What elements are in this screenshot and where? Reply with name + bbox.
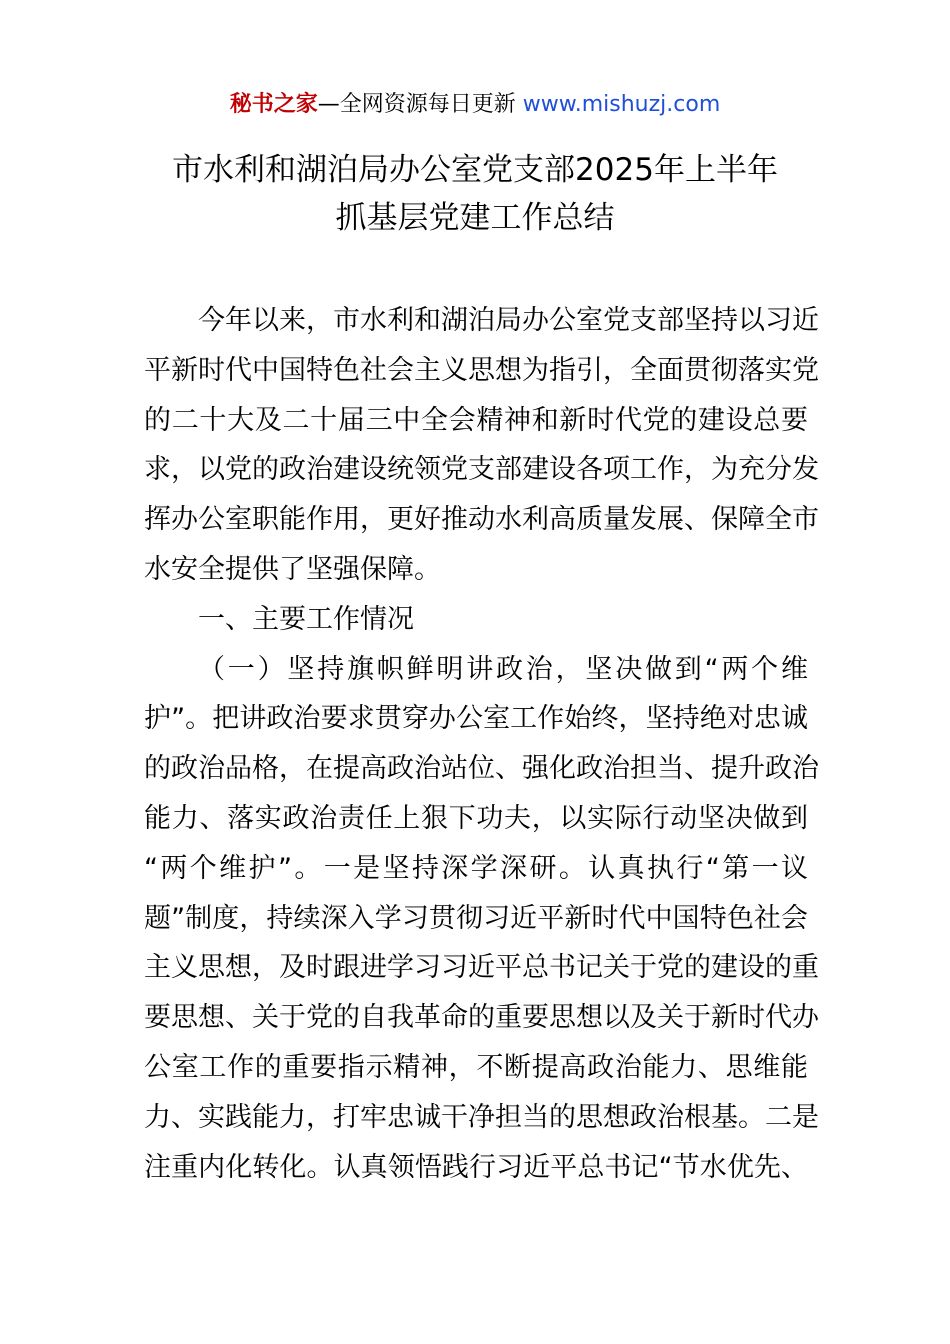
title-line-1: 市水利和湖泊局办公室党支部2025年上半年 <box>172 152 778 188</box>
body-line: 注重内化转化。认真领悟践行习近平总书记“节水优先、 <box>144 1151 808 1183</box>
site-url[interactable]: www.mishuzj.com <box>522 92 721 117</box>
body-line: 护”。把讲政治要求贯穿办公室工作始终，坚持绝对忠诚 <box>144 703 808 735</box>
body-line: 平新时代中国特色社会主义思想为指引，全面贯彻落实党 <box>144 354 819 386</box>
body-line: 要思想、关于党的自我革命的重要思想以及关于新时代办 <box>144 1002 819 1034</box>
subsection-heading: （一）坚持旗帜鲜明讲政治，坚决做到“两个维 <box>198 653 808 685</box>
body-line: 题”制度，持续深入学习贯彻习近平新时代中国特色社会 <box>144 902 808 934</box>
body-line: 主义思想，及时跟进学习习近平总书记关于党的建设的重 <box>144 952 819 984</box>
body-line: “两个维护”。一是坚持深学深研。认真执行“第一议 <box>144 852 808 884</box>
site-tagline: —全网资源每日更新 <box>317 92 523 117</box>
site-brand: 秘书之家 <box>229 92 318 117</box>
body-line: 的二十大及二十届三中全会精神和新时代党的建设总要 <box>144 404 808 436</box>
body-line: 能力、落实政治责任上狠下功夫，以实际行动坚决做到 <box>144 802 808 834</box>
body-line: 的政治品格，在提高政治站位、强化政治担当、提升政治 <box>144 753 819 785</box>
document-title <box>0 146 950 242</box>
site-header <box>0 88 950 122</box>
section-heading: 一、主要工作情况 <box>198 603 414 635</box>
document-body <box>144 296 819 1192</box>
body-line: 力、实践能力，打牢忠诚干净担当的思想政治根基。二是 <box>144 1101 819 1133</box>
body-line: 挥办公室职能作用，更好推动水利高质量发展、保障全市 <box>144 504 819 536</box>
body-line: 今年以来，市水利和湖泊局办公室党支部坚持以习近 <box>198 305 819 336</box>
body-line: 求，以党的政治建设统领党支部建设各项工作，为充分发 <box>144 454 819 486</box>
body-line: 水安全提供了坚强保障。 <box>144 553 441 585</box>
title-line-2: 抓基层党建工作总结 <box>335 200 615 236</box>
body-line: 公室工作的重要指示精神，不断提高政治能力、思维能 <box>144 1051 808 1083</box>
